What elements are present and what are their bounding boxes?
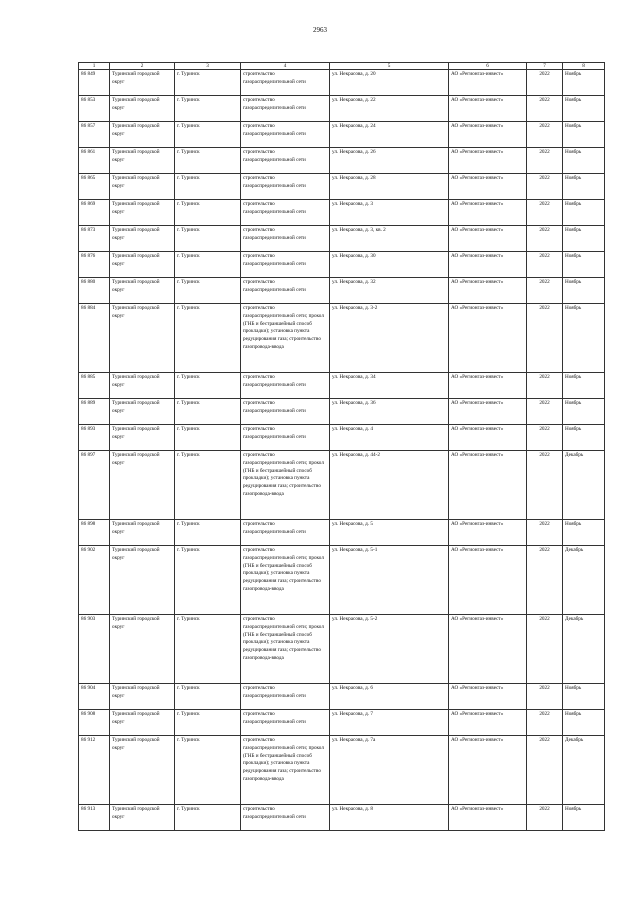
row-year: 2022	[527, 520, 563, 546]
column-number: 7	[527, 63, 563, 70]
row-locality: г. Туринск	[175, 615, 241, 684]
row-work-type: строительство газораспределительной сети	[241, 373, 330, 399]
row-district: Туринский городской округ	[110, 425, 175, 451]
column-number: 8	[563, 63, 605, 70]
column-number: 4	[241, 63, 330, 70]
row-district: Туринский городской округ	[110, 546, 175, 615]
row-address: ул. Некрасова, д. 36	[330, 399, 449, 425]
row-work-type: строительство газораспределительной сети	[241, 148, 330, 174]
row-address: ул. Некрасова, д. 30	[330, 252, 449, 278]
row-district: Туринский городской округ	[110, 278, 175, 304]
table-row	[79, 122, 605, 148]
row-year: 2022	[527, 736, 563, 805]
row-executor: АО «Регионгаз-инвест»	[449, 226, 527, 252]
row-month: Ноябрь	[563, 304, 605, 373]
row-address: ул. Некрасова, д. 34	[330, 373, 449, 399]
row-executor: АО «Регионгаз-инвест»	[449, 684, 527, 710]
table-row	[79, 304, 605, 373]
row-month: Ноябрь	[563, 520, 605, 546]
row-district: Туринский городской округ	[110, 736, 175, 805]
table-row	[79, 684, 605, 710]
row-work-type: строительство газораспределительной сети	[241, 226, 330, 252]
row-address: ул. Некрасова, д. 5-1	[330, 546, 449, 615]
table-row	[79, 252, 605, 278]
row-month: Ноябрь	[563, 399, 605, 425]
row-id: 86 912	[79, 736, 110, 805]
row-district: Туринский городской округ	[110, 226, 175, 252]
row-district: Туринский городской округ	[110, 615, 175, 684]
row-executor: АО «Регионгаз-инвест»	[449, 174, 527, 200]
row-work-type: строительство газораспределительной сети; прокол (ГНБ и бестраншейный способ прокладки); установка пункта редуцирования газа; строительство газопровода-ввода	[241, 736, 330, 805]
row-locality: г. Туринск	[175, 304, 241, 373]
row-district: Туринский городской округ	[110, 200, 175, 226]
row-year: 2022	[527, 122, 563, 148]
row-work-type: строительство газораспределительной сети	[241, 710, 330, 736]
row-id: 86 889	[79, 399, 110, 425]
row-executor: АО «Регионгаз-инвест»	[449, 148, 527, 174]
table-row	[79, 710, 605, 736]
row-executor: АО «Регионгаз-инвест»	[449, 278, 527, 304]
row-id: 86 880	[79, 278, 110, 304]
row-year: 2022	[527, 684, 563, 710]
row-work-type: строительство газораспределительной сети	[241, 174, 330, 200]
row-id: 86 853	[79, 96, 110, 122]
row-executor: АО «Регионгаз-инвест»	[449, 736, 527, 805]
row-month: Ноябрь	[563, 70, 605, 96]
row-locality: г. Туринск	[175, 805, 241, 831]
row-address: ул. Некрасова, д. 7	[330, 710, 449, 736]
row-address: ул. Некрасова, д. 20	[330, 70, 449, 96]
row-year: 2022	[527, 615, 563, 684]
row-address: ул. Некрасова, д. 3-2	[330, 304, 449, 373]
table-row	[79, 615, 605, 684]
column-number: 6	[449, 63, 527, 70]
row-executor: АО «Регионгаз-инвест»	[449, 805, 527, 831]
row-work-type: строительство газораспределительной сети	[241, 399, 330, 425]
row-id: 86 902	[79, 546, 110, 615]
row-year: 2022	[527, 200, 563, 226]
row-year: 2022	[527, 805, 563, 831]
row-locality: г. Туринск	[175, 200, 241, 226]
row-month: Ноябрь	[563, 252, 605, 278]
row-address: ул. Некрасова, д. 26	[330, 148, 449, 174]
table-row	[79, 425, 605, 451]
row-id: 86 849	[79, 70, 110, 96]
row-locality: г. Туринск	[175, 684, 241, 710]
row-locality: г. Туринск	[175, 425, 241, 451]
row-district: Туринский городской округ	[110, 174, 175, 200]
row-locality: г. Туринск	[175, 278, 241, 304]
row-locality: г. Туринск	[175, 70, 241, 96]
row-work-type: строительство газораспределительной сети	[241, 684, 330, 710]
row-executor: АО «Регионгаз-инвест»	[449, 373, 527, 399]
row-year: 2022	[527, 546, 563, 615]
row-executor: АО «Регионгаз-инвест»	[449, 520, 527, 546]
row-locality: г. Туринск	[175, 96, 241, 122]
row-work-type: строительство газораспределительной сети; прокол (ГНБ и бестраншейный способ прокладки); установка пункта редуцирования газа; строительство газопровода-ввода	[241, 304, 330, 373]
row-month: Ноябрь	[563, 226, 605, 252]
row-work-type: строительство газораспределительной сети	[241, 805, 330, 831]
table-row	[79, 805, 605, 831]
row-address: ул. Некрасова, д. 28	[330, 174, 449, 200]
row-district: Туринский городской округ	[110, 122, 175, 148]
row-locality: г. Туринск	[175, 710, 241, 736]
table-row	[79, 174, 605, 200]
row-work-type: строительство газораспределительной сети	[241, 252, 330, 278]
row-address: ул. Некрасова, д. 5	[330, 520, 449, 546]
row-executor: АО «Регионгаз-инвест»	[449, 615, 527, 684]
row-id: 86 903	[79, 615, 110, 684]
table-row	[79, 736, 605, 805]
table-row	[79, 399, 605, 425]
row-month: Ноябрь	[563, 278, 605, 304]
table-row	[79, 70, 605, 96]
row-district: Туринский городской округ	[110, 96, 175, 122]
row-address: ул. Некрасова, д. 7а	[330, 736, 449, 805]
row-locality: г. Туринск	[175, 226, 241, 252]
row-month: Ноябрь	[563, 200, 605, 226]
row-district: Туринский городской округ	[110, 684, 175, 710]
column-number: 2	[110, 63, 175, 70]
table-row	[79, 96, 605, 122]
column-number: 3	[175, 63, 241, 70]
row-district: Туринский городской округ	[110, 451, 175, 520]
row-address: ул. Некрасова, д. 44-2	[330, 451, 449, 520]
row-locality: г. Туринск	[175, 174, 241, 200]
row-month: Ноябрь	[563, 684, 605, 710]
row-id: 86 897	[79, 451, 110, 520]
row-address: ул. Некрасова, д. 8	[330, 805, 449, 831]
row-locality: г. Туринск	[175, 520, 241, 546]
row-executor: АО «Регионгаз-инвест»	[449, 451, 527, 520]
row-locality: г. Туринск	[175, 451, 241, 520]
row-id: 86 904	[79, 684, 110, 710]
row-locality: г. Туринск	[175, 399, 241, 425]
row-id: 86 913	[79, 805, 110, 831]
row-executor: АО «Регионгаз-инвест»	[449, 710, 527, 736]
row-month: Ноябрь	[563, 805, 605, 831]
table-row	[79, 546, 605, 615]
row-work-type: строительство газораспределительной сети	[241, 96, 330, 122]
row-id: 86 869	[79, 200, 110, 226]
table-row	[79, 520, 605, 546]
row-work-type: строительство газораспределительной сети	[241, 520, 330, 546]
row-year: 2022	[527, 148, 563, 174]
row-year: 2022	[527, 425, 563, 451]
row-month: Ноябрь	[563, 148, 605, 174]
table-row	[79, 451, 605, 520]
table-row	[79, 148, 605, 174]
row-id: 86 885	[79, 373, 110, 399]
row-district: Туринский городской округ	[110, 148, 175, 174]
row-executor: АО «Регионгаз-инвест»	[449, 70, 527, 96]
row-year: 2022	[527, 304, 563, 373]
row-address: ул. Некрасова, д. 32	[330, 278, 449, 304]
column-number: 1	[79, 63, 110, 70]
row-id: 86 908	[79, 710, 110, 736]
row-work-type: строительство газораспределительной сети; прокол (ГНБ и бестраншейный способ прокладки); установка пункта редуцирования газа; строительство газопровода-ввода	[241, 451, 330, 520]
row-month: Декабрь	[563, 451, 605, 520]
row-executor: АО «Регионгаз-инвест»	[449, 122, 527, 148]
registry-table	[78, 62, 605, 831]
row-year: 2022	[527, 174, 563, 200]
row-district: Туринский городской округ	[110, 373, 175, 399]
row-executor: АО «Регионгаз-инвест»	[449, 399, 527, 425]
row-locality: г. Туринск	[175, 148, 241, 174]
row-address: ул. Некрасова, д. 22	[330, 96, 449, 122]
row-month: Ноябрь	[563, 96, 605, 122]
row-id: 86 898	[79, 520, 110, 546]
row-executor: АО «Регионгаз-инвест»	[449, 200, 527, 226]
row-executor: АО «Регионгаз-инвест»	[449, 546, 527, 615]
row-work-type: строительство газораспределительной сети	[241, 278, 330, 304]
row-work-type: строительство газораспределительной сети	[241, 425, 330, 451]
row-address: ул. Некрасова, д. 5-2	[330, 615, 449, 684]
row-year: 2022	[527, 399, 563, 425]
column-number: 5	[330, 63, 449, 70]
row-year: 2022	[527, 373, 563, 399]
row-work-type: строительство газораспределительной сети	[241, 200, 330, 226]
row-year: 2022	[527, 70, 563, 96]
row-year: 2022	[527, 451, 563, 520]
row-id: 86 893	[79, 425, 110, 451]
row-locality: г. Туринск	[175, 122, 241, 148]
row-year: 2022	[527, 96, 563, 122]
row-year: 2022	[527, 226, 563, 252]
row-year: 2022	[527, 710, 563, 736]
row-id: 86 865	[79, 174, 110, 200]
row-locality: г. Туринск	[175, 736, 241, 805]
row-address: ул. Некрасова, д. 3	[330, 200, 449, 226]
row-month: Декабрь	[563, 736, 605, 805]
row-district: Туринский городской округ	[110, 805, 175, 831]
row-work-type: строительство газораспределительной сети; прокол (ГНБ и бестраншейный способ прокладки); установка пункта редуцирования газа; строительство газопровода-ввода	[241, 615, 330, 684]
row-district: Туринский городской округ	[110, 304, 175, 373]
row-district: Туринский городской округ	[110, 520, 175, 546]
row-address: ул. Некрасова, д. 6	[330, 684, 449, 710]
row-executor: АО «Регионгаз-инвест»	[449, 252, 527, 278]
row-id: 86 873	[79, 226, 110, 252]
row-month: Ноябрь	[563, 373, 605, 399]
row-district: Туринский городской округ	[110, 252, 175, 278]
row-id: 86 857	[79, 122, 110, 148]
column-number-row	[79, 63, 605, 70]
row-month: Декабрь	[563, 615, 605, 684]
row-executor: АО «Регионгаз-инвест»	[449, 304, 527, 373]
row-address: ул. Некрасова, д. 24	[330, 122, 449, 148]
row-work-type: строительство газораспределительной сети; прокол (ГНБ и бестраншейный способ прокладки); установка пункта редуцирования газа; строительство газопровода-ввода	[241, 546, 330, 615]
row-id: 86 876	[79, 252, 110, 278]
row-month: Ноябрь	[563, 425, 605, 451]
row-locality: г. Туринск	[175, 373, 241, 399]
row-locality: г. Туринск	[175, 546, 241, 615]
row-district: Туринский городской округ	[110, 710, 175, 736]
table-row	[79, 200, 605, 226]
table-row	[79, 373, 605, 399]
row-address: ул. Некрасова, д. 3, кв. 2	[330, 226, 449, 252]
row-month: Ноябрь	[563, 710, 605, 736]
row-month: Ноябрь	[563, 122, 605, 148]
row-month: Декабрь	[563, 546, 605, 615]
row-year: 2022	[527, 252, 563, 278]
row-district: Туринский городской округ	[110, 70, 175, 96]
row-executor: АО «Регионгаз-инвест»	[449, 96, 527, 122]
row-id: 86 884	[79, 304, 110, 373]
table-row	[79, 226, 605, 252]
page-number: 2963	[313, 26, 327, 34]
row-locality: г. Туринск	[175, 252, 241, 278]
table-row	[79, 278, 605, 304]
row-executor: АО «Регионгаз-инвест»	[449, 425, 527, 451]
row-work-type: строительство газораспределительной сети	[241, 122, 330, 148]
row-work-type: строительство газораспределительной сети	[241, 70, 330, 96]
row-address: ул. Некрасова, д. 4	[330, 425, 449, 451]
row-id: 86 861	[79, 148, 110, 174]
row-year: 2022	[527, 278, 563, 304]
row-month: Ноябрь	[563, 174, 605, 200]
row-district: Туринский городской округ	[110, 399, 175, 425]
